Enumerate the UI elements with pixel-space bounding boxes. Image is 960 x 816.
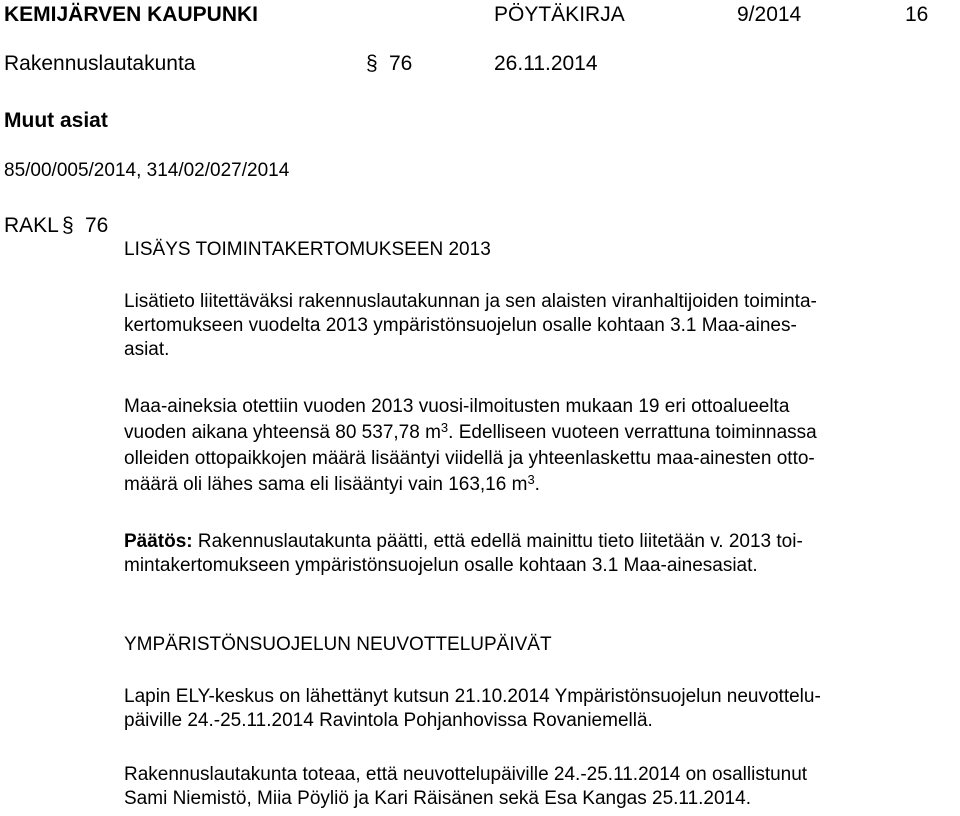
item1-paragraph-2 <box>124 394 817 498</box>
document-type: PÖYTÄKIRJA <box>494 3 625 26</box>
text-line <box>124 530 803 554</box>
section-heading: Muut asiat <box>4 109 108 132</box>
text-line: Lisätieto liitettäväksi rakennuslautakunnan ja sen alaisten viranhaltijoiden toiminta- <box>124 291 817 312</box>
organization-name: KEMIJÄRVEN KAUPUNKI <box>4 3 258 26</box>
rakl-number: 76 <box>85 214 109 237</box>
text-line: asiat. <box>124 339 170 360</box>
text-line <box>124 420 817 446</box>
item2-title: YMPÄRISTÖNSUOJELUN NEUVOTTELUPÄIVÄT <box>124 634 552 655</box>
page-number: 16 <box>905 3 929 26</box>
text-line: Rakennuslautakunta toteaa, että neuvottelupäiville 24.-25.11.2014 on osallistunut <box>124 764 808 785</box>
text-line: kertomukseen vuodelta 2013 ympäristönsuojelun osalle kohtaan 3.1 Maa-aines- <box>124 315 797 336</box>
diary-numbers: 85/00/005/2014, 314/02/027/2014 <box>4 160 290 181</box>
superscript: 3 <box>527 472 535 487</box>
decision-paragraph <box>124 530 803 578</box>
rakl-section-symbol: § <box>62 214 74 237</box>
section-number: 76 <box>389 52 413 75</box>
text-line: olleiden ottopaikkojen määrä lisääntyi viidellä ja yhteenlaskettu maa-ainesten otto- <box>124 448 815 469</box>
text-line: Sami Niemistö, Miia Pöyliö ja Kari Räisänen sekä Esa Kangas 25.11.2014. <box>124 788 751 809</box>
item1-paragraph-1 <box>124 290 817 362</box>
meeting-date: 26.11.2014 <box>494 52 598 75</box>
text-line: mintakertomukseen ympäristönsuojelun osalle kohtaan 3.1 Maa-ainesasiat. <box>124 555 758 576</box>
text-span: määrä oli lähes sama eli lisääntyi vain 163,16 m <box>124 474 528 495</box>
rakl-label: RAKL <box>4 214 59 237</box>
text-span: . <box>534 474 540 495</box>
superscript: 3 <box>440 420 449 435</box>
item2-paragraph-1 <box>124 685 821 733</box>
text-span: Rakennuslautakunta päätti, että edellä mainittu tieto liitetään v. 2013 toi- <box>192 531 803 552</box>
text-line: Lapin ELY-keskus on lähettänyt kutsun 21.10.2014 Ympäristönsuojelun neuvottelu- <box>124 686 821 707</box>
text-line <box>124 472 817 498</box>
committee-name: Rakennuslautakunta <box>4 52 196 75</box>
text-span: . Edelliseen vuoteen verrattuna toiminnassa <box>448 422 817 443</box>
document-number: 9/2014 <box>737 3 802 26</box>
text-line: päiville 24.-25.11.2014 Ravintola Pohjanhovissa Rovaniemellä. <box>124 710 653 731</box>
item2-paragraph-2 <box>124 763 807 811</box>
section-symbol: § <box>366 52 378 75</box>
item1-title: LISÄYS TOIMINTAKERTOMUKSEEN 2013 <box>124 239 491 260</box>
decision-label: Päätös: <box>124 531 193 552</box>
text-span: vuoden aikana yhteensä 80 537,78 m <box>124 422 441 443</box>
text-line: Maa-aineksia otettiin vuoden 2013 vuosi-ilmoitusten mukaan 19 eri ottoalueelta <box>124 396 790 417</box>
